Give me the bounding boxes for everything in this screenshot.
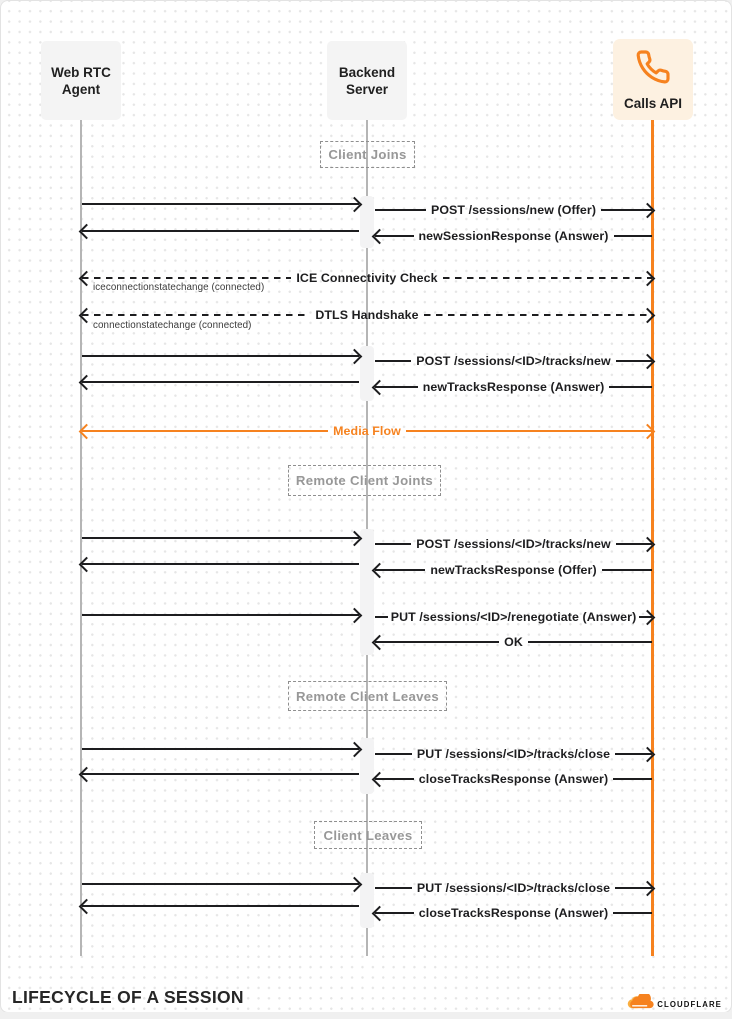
activation-bar — [360, 873, 374, 928]
phase-label: Remote Client Joints — [295, 473, 434, 488]
message-post-tracks-new — [375, 352, 652, 370]
activation-bar — [360, 738, 374, 794]
arrow-backend-to-agent — [82, 222, 359, 240]
message-post-tracks-new — [375, 535, 652, 553]
arrow-backend-to-agent — [82, 555, 359, 573]
message-label: POST /sessions/new (Offer) — [430, 203, 597, 217]
actor-label: Agent — [61, 81, 101, 97]
message-label: POST /sessions/<ID>/tracks/new — [416, 537, 611, 551]
arrow-agent-to-backend — [82, 875, 359, 893]
message-label: OK — [504, 635, 523, 649]
phase-label: Client Leaves — [323, 827, 413, 843]
event-note: iceconnectionstatechange (connected) — [93, 282, 265, 293]
message-close-tracks-response — [375, 770, 652, 788]
page-title: LIFECYCLE OF A SESSION — [12, 987, 244, 1007]
arrow-backend-to-agent — [82, 765, 359, 783]
message-label: PUT /sessions/<ID>/tracks/close — [416, 747, 611, 761]
arrow-agent-to-backend — [82, 529, 359, 547]
cloudflare-cloud-icon — [624, 994, 654, 1013]
message-new-session-response — [375, 227, 652, 245]
event-label: ICE Connectivity Check — [296, 271, 438, 285]
cloudflare-wordmark: CLOUDFLARE — [657, 1000, 722, 1009]
actor-backend-server — [327, 41, 407, 120]
phase-client-joins — [320, 141, 415, 168]
message-new-tracks-response — [375, 378, 652, 396]
page-bottom-strip — [0, 1012, 732, 1019]
arrow-agent-to-backend — [82, 740, 359, 758]
message-label: PUT /sessions/<ID>/renegotiate (Answer) — [390, 610, 637, 624]
actor-label: Server — [345, 81, 389, 97]
message-close-tracks-response — [375, 904, 652, 922]
arrow-backend-to-agent — [82, 373, 359, 391]
event-label: DTLS Handshake — [315, 308, 419, 322]
message-label: POST /sessions/<ID>/tracks/new — [416, 354, 611, 368]
message-put-tracks-close — [375, 745, 652, 763]
phase-remote-client-leaves — [288, 681, 447, 711]
message-new-tracks-response-offer — [375, 561, 652, 579]
cloudflare-logo — [624, 994, 722, 1013]
message-ok — [375, 633, 652, 651]
message-post-sessions-new — [375, 201, 652, 219]
message-label: PUT /sessions/<ID>/tracks/close — [416, 881, 611, 895]
message-label: newTracksResponse (Offer) — [430, 563, 597, 577]
phase-label: Remote Client Leaves — [295, 688, 440, 704]
message-put-tracks-close — [375, 879, 652, 897]
event-note: connectionstatechange (connected) — [93, 320, 252, 331]
arrow-agent-to-backend — [82, 347, 359, 365]
arrow-backend-to-agent — [82, 897, 359, 915]
message-label: newTracksResponse (Answer) — [422, 380, 605, 394]
arrow-agent-to-backend — [82, 606, 359, 624]
actor-calls-api — [613, 39, 693, 120]
event-label: Media Flow — [333, 424, 401, 438]
actor-label: Backend — [338, 64, 396, 80]
message-label: closeTracksResponse (Answer) — [418, 906, 609, 920]
activation-bar — [360, 529, 374, 655]
message-label: newSessionResponse (Answer) — [418, 229, 609, 243]
event-media-flow — [82, 422, 652, 440]
actor-web-rtc-agent — [41, 41, 121, 120]
actor-label: Calls API — [623, 96, 683, 111]
actor-label: Web RTC — [51, 64, 111, 80]
message-put-renegotiate — [375, 608, 652, 626]
phone-icon — [635, 49, 671, 89]
message-label: closeTracksResponse (Answer) — [418, 772, 609, 786]
activation-bar — [360, 346, 374, 401]
phase-label: Client Joins — [328, 147, 407, 162]
phase-remote-client-joints — [288, 465, 441, 496]
arrow-agent-to-backend — [82, 195, 359, 213]
phase-client-leaves — [314, 821, 422, 849]
